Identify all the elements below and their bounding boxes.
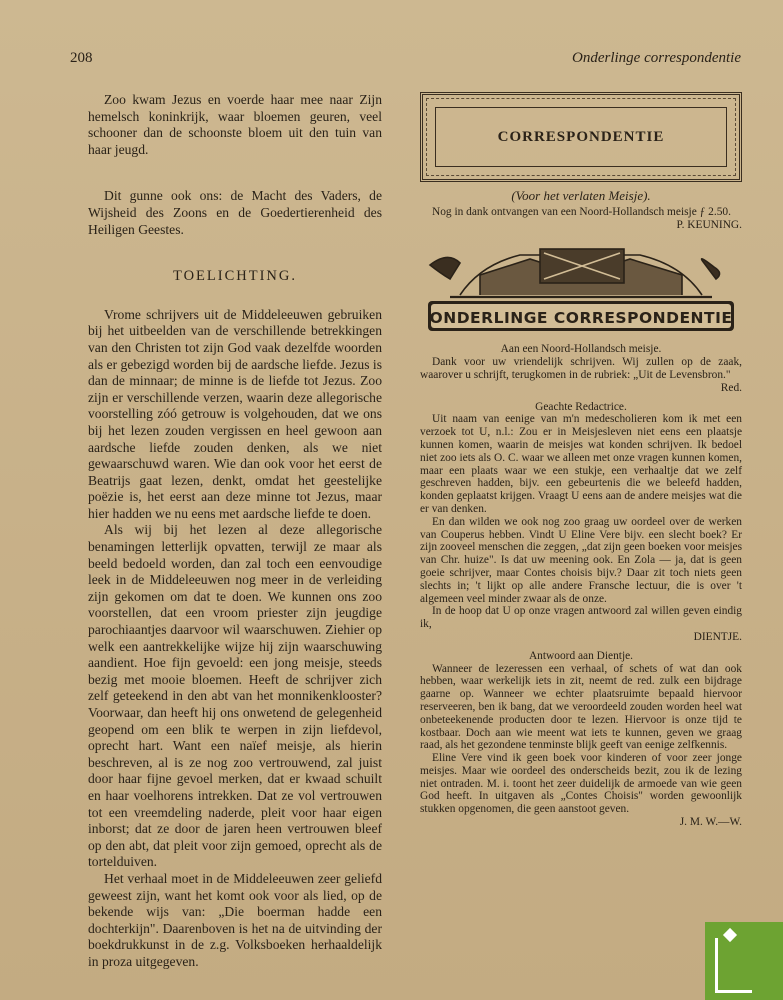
explanation-paragraph-2: Als wij bij het lezen al deze allegorische benamingen letterlijk opvatten, terwijl ze maar als beeld bedoeld worden, dan zal toch een eenvoudige leek in de Middeleeuwen nog meer in de verleiding zijn gekomen om dat te doen. We kunnen ons zoo voorstellen, dat een vroom priester zijn jeugdige parochiaantjes daarvoor wil waarschuwen. Ziehier op welk een aantrekkelijke wijze hij zijn waarschuwing aandient. Hoe fijn gevoeld: een jong meisje, steeds bezig met mooie bloemen. Heeft de schrijver zich zelf geteekend in den abt van het monnikenklooster? Voorwaar, dan heeft hij ons onwetend de gelegenheid geopend om een blik te werpen in zijn liefdevol, oprecht hart. Want een naïef meisje, als hierin beschreven, al is ze nog zoo vertrouwend, zal juist door haar fijne gevoel merken, dat er kwaad schuilt en haar voelhorens intrekken. Dat ze vol vertrouwen tot een vreemdeling naderde, pleit voor haar eigen inborst; dat ze door de jaren heen vertrouwen bleef op den abt, dat pleit voor zijn gemoed, oprecht als de tortelduiven.	[88, 522, 382, 870]
reply-1-text: Dank voor uw vriendelijk schrijven. Wij zullen op de zaak, waarover u schrijft, terugkomen in de rubriek: „Uit de Levensbron."	[420, 356, 742, 381]
bookmark-icon	[715, 938, 752, 993]
left-column	[88, 92, 382, 971]
donation-signature: P. KEUNING.	[676, 218, 742, 231]
blessing-paragraph: Dit gunne ook ons: de Macht des Vaders, de Wijsheid des Zoons en de Goedertierenheid des Heiligen Geestes.	[88, 188, 382, 237]
explanation-paragraph-1: Vrome schrijvers uit de Middeleeuwen gebruiken bij het uitbeelden van de verschillende betrekkingen van den Christen tot zijn God vaak dezelfde woorden als er gebezigd worden bij de aardsche liefde. Jezus is dan de minnaar; de minne is de liefde tot Jezus. Zoo zijn er verschillende verzen, waarin deze allegorische voorstelling zóó getrouw is volgehouden, dat we ons bij het lezen zouden vergissen en heel gewoon aan aardsche liefde zouden denken, als we niet gewaarschuwd waren. Wie dan ook voor het eerst de Beatrijs gaat lezen, denkt, omdat het geestelijke poëzie is, het eerst aan deze minne tot Jezus, maar hier hadden we nu eens met aardsche liefde te doen.	[88, 306, 382, 521]
right-column	[420, 92, 742, 829]
corner-tab	[705, 922, 783, 1000]
reply-2-paragraph-1: Wanneer de lezeressen een verhaal, of schets of wat dan ook hebben, waar werkelijk iets in zit, neemt de red. zulk een bijdrage gaarne op. Wanneer we echter plaatsruimte bepaald hiervoor reserveeren, ben ik bang, dat we veroordeeld zouden worden heel wat onbeteekenende producten door te lezen. Hiervoor is onze tijd te kostbaar. Doch aan wie meent wat iets te kunnen, geven we graag raad, als het gezondene tenminste blijk geeft van eenige zelfkennis.	[420, 662, 742, 752]
section-heading: TOELICHTING.	[172, 268, 297, 285]
letter-paragraph-1: Uit naam van eenige van m'n medescholieren kom ik met een verzoek tot U, n.l.: Zou er in Meisjesleven niet eens een plaatsje kunnen komen, waarin de meisjes wat konden schrijven. Ik bedoel niet zoo iets als O. C. waar we alleen met onze vragen kunnen komen, maar een plaats waar we een stukje, een verhaaltje dat we zelf geschreven hadden, bijv. een gebeurtenis die we beleefd hadden, konden geplaatst krijgen. Vraagt U eens aan de andere meisjes wat die er van denken.	[420, 413, 742, 515]
running-title: Onderlinge correspondentie	[572, 50, 741, 66]
donation-subhead: (Voor het verlaten Meisje).	[511, 188, 651, 203]
reply-1-heading: Aan een Noord-Hollandsch meisje.	[500, 343, 662, 356]
letter-paragraph-2: En dan wilden we ook nog zoo graag uw oordeel over de werken van Couperus hebben. Vindt U Eline Vere bijv. een slecht boek? Er zijn zooveel menschen die zeggen, „dat zijn geen boeken voor meisjes van Chr. huize". Is dat uw meening ook. En Zola — ja, dat is geen goeie schrijver, maar Contes choisis bijv.? Daar zit toch niets geen slechts in; 't lijkt op alle andere Fransche lectuur, die is over 't algemeen veel minder zwaar als de onze.	[420, 515, 742, 605]
correspondence-banner	[420, 92, 742, 182]
donation-note: Nog in dank ontvangen van een Noord-Hollandsch meisje ƒ 2.50.	[432, 205, 731, 218]
letter-salutation: Geachte Redactrice.	[535, 400, 627, 413]
letter-paragraph-3: In de hoop dat U op onze vragen antwoord zal willen geven eindig ik,	[420, 605, 742, 631]
banner-title: CORRESPONDENTIE	[497, 128, 665, 145]
reply-1-signature: Red.	[720, 381, 742, 394]
reply-2-signature: J. M. W.—W.	[679, 816, 742, 829]
ornament-label: ONDERLINGE CORRESPONDENTIE	[429, 308, 733, 327]
ornament-header	[420, 245, 742, 335]
explanation-paragraph-3: Het verhaal moet in de Middeleeuwen zeer geliefd geweest zijn, want het komt ook voor als lied, op de bekende wijs van: „Die boerman hadde een dochterkijn". Daarenboven is het na de uitvinding der boekdrukkunst in de z.g. Volksboeken herhaaldelijk in proza uitgegeven.	[88, 870, 382, 969]
story-closing-paragraph: Zoo kwam Jezus en voerde haar mee naar Zijn hemelsch koninkrijk, waar bloemen geuren, veel schooner dan de schoonste bloem uit den tuin van haar jeugd.	[88, 92, 382, 157]
running-head	[70, 50, 741, 72]
reply-2-heading: Antwoord aan Dientje.	[528, 649, 634, 662]
letter-signature: DIENTJE.	[693, 630, 742, 643]
page-number: 208	[70, 50, 93, 66]
reply-2-paragraph-2: Eline Vere vind ik geen boek voor kinderen of voor zeer jonge meisjes. Maar wie oordeel des onderscheids bezit, zou ik de lezing niet ontraden. M. i. toont het zeer duidelijk de armoede van wie geen God heeft. In uitgaven als „Contes Choisis" worden gewoonlijk stukken opgenomen, die geen aanstoot geven.	[420, 752, 742, 816]
